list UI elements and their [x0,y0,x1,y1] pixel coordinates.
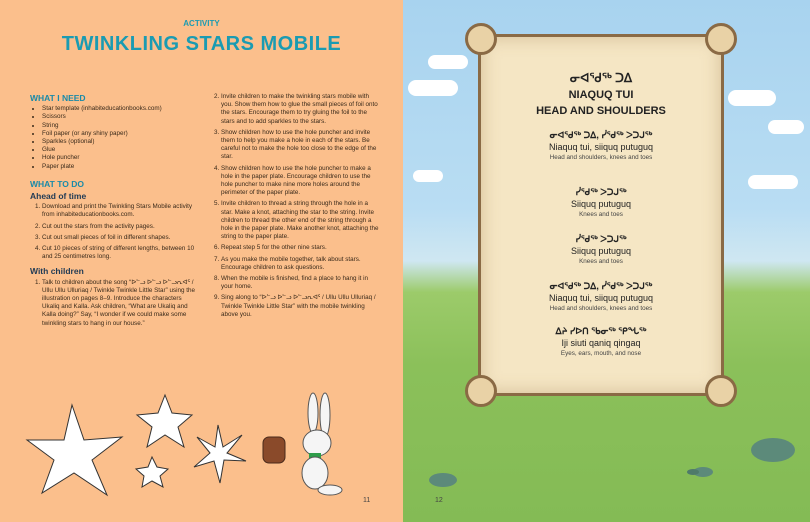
activity-label: ACTIVITY [183,19,220,28]
right-column [209,90,379,322]
cloud [728,90,776,106]
cloud [768,120,804,134]
verse-english: Knees and toes [579,258,623,265]
verse-syllabics: ᓂᐊᖁᖅ ᑐᐃ, ᓰᖁᖅ ᐳᑐᒍᖅ [549,130,653,140]
list-item: • Scissors [42,113,200,121]
list-item: 2. Cut out the stars from the activity pages. [42,223,200,231]
verse-syllabics: ᓂᐊᖁᖅ ᑐᐃ, ᓰᖁᖅ ᐳᑐᒍᖅ [549,281,653,291]
song-title-syllabics: ᓂᐊᖁᖅ ᑐᐃ [569,71,633,85]
verse [481,281,721,312]
cloud [428,55,468,69]
song-title-english: HEAD AND SHOULDERS [536,105,666,117]
list-item: • Star template (inhabiteducationbooks.com) [42,105,200,113]
list-item: • Foil paper (or any shiny paper) [42,130,200,138]
cloud [748,175,798,189]
page-title: TWINKLING STARS MOBILE [61,33,342,55]
list-item: 5. Invite children to thread a string through the hole in a star. Make a knot, attaching the star to the string. Invite children to thread the other end of the string through a hole in the paper plate. Make another knot, attaching the string to the paper plate. [221,200,379,241]
with-children-steps [30,279,200,328]
rabbit-illustration [255,385,350,500]
list-item: 2. Invite children to make the twinkling stars mobile with you. Show them how to glue the small pieces of foil onto the stars. Encourage them to try gluing the foil to the stars and to add sparkles to the stars. [221,93,379,126]
verse [481,187,721,218]
song-title-roman: NIAQUQ TUI [568,89,634,101]
what-to-do-heading: WHAT TO DO [30,178,84,189]
left-column [30,94,200,331]
verse-roman: Niaquq tui, siiquq putuguq [548,142,654,152]
left-page [0,0,403,522]
verse-english: Knees and toes [579,211,623,218]
list-item: • Paper plate [42,163,200,171]
page-number: 12 [435,497,443,504]
more-steps [209,93,379,319]
page-number: 11 [363,497,371,504]
list-item: 4. Cut 10 pieces of string of different lengths, between 10 and 25 centimetres long. [42,245,200,261]
star-icon [194,425,246,483]
cloud [408,80,458,96]
verse-english: Head and shoulders, knees and toes [549,305,653,312]
star-icon [137,395,192,447]
star-icon [136,457,168,487]
list-item: 4. Show children how to use the hole puncher to make a hole in the paper plate. Encourage children to use the hole puncher to make nine more holes around the perimeter of the paper plate. [221,165,379,198]
verse-syllabics: ᓰᖁᖅ ᐳᑐᒍᖅ [575,234,627,244]
list-item: • Hole puncher [42,154,200,162]
cloud [413,170,443,182]
list-item: • String [42,122,200,130]
star-icon [27,405,122,495]
list-item: 7. As you make the mobile together, talk about stars. Encourage children to ask questions. [221,256,379,272]
verse-roman: Siiquq putuguq [570,199,632,209]
list-item: 6. Repeat step 5 for the other nine stars. [221,244,379,252]
verse-syllabics: ᐃᔨ ᓯᐅᑎ ᖃᓂᖅ ᕿᖓᖅ [555,326,647,336]
stars-illustration [22,385,282,515]
scroll-curl [465,23,497,55]
supplies-list [30,105,200,171]
grass-rocks [403,400,810,522]
scroll-curl [705,23,737,55]
list-item: 1. Download and print the Twinkling Stars Mobile activity from inhabiteducationbooks.com. [42,203,200,219]
ahead-of-time-heading: Ahead of time [30,191,87,202]
with-children-heading: With children [30,266,84,277]
verse-english: Head and shoulders, knees and toes [549,154,653,161]
right-page [403,0,810,522]
verse [481,234,721,265]
verse [481,326,721,357]
list-item: 1. Talk to children about the song “ᐅᓪᓗ ᐅᓪᓗ ᐅᓪᓗᕆᐊᕐ / Ullu Ullu Ulluriaq / Twinkle Twinkle Little Star” using the illustration on pages 8–9. Introduce the characters Ukaliq and Kalla. Ask children, “What are Ukaliq and Kalla doing?” Say, “I wonder if we could make some twinkling stars to hang in our house.” [42,279,200,328]
list-item: • Glue [42,146,200,154]
list-item: 3. Show children how to use the hole puncher and invite them to help you make a hole in each of the stars. Be careful not to make the hole too close to the edge of the star. [221,129,379,162]
list-item: • Sparkles (optional) [42,138,200,146]
verse-english: Eyes, ears, mouth, and nose [560,350,642,357]
list-item: 9. Sing along to “ᐅᓪᓗ ᐅᓪᓗ ᐅᓪᓗᕆᐊᕐ / Ullu Ullu Ulluriaq / Twinkle Twinkle Little Star” with the mobile twinkling above you. [221,294,379,319]
what-i-need-heading: WHAT I NEED [30,93,86,103]
verse-roman: Siiquq putuguq [570,246,632,256]
list-item: 3. Cut out small pieces of foil in different shapes. [42,234,200,242]
list-item: 8. When the mobile is finished, find a place to hang it in your home. [221,275,379,291]
verse-syllabics: ᓰᖁᖅ ᐳᑐᒍᖅ [575,187,627,197]
verse-roman: Niaquq tui, siiquq putuguq [548,293,654,303]
song-scroll [478,34,724,396]
verse-roman: Iji siuti qaniq qingaq [561,338,641,348]
ahead-steps [30,203,200,261]
verse [481,130,721,161]
